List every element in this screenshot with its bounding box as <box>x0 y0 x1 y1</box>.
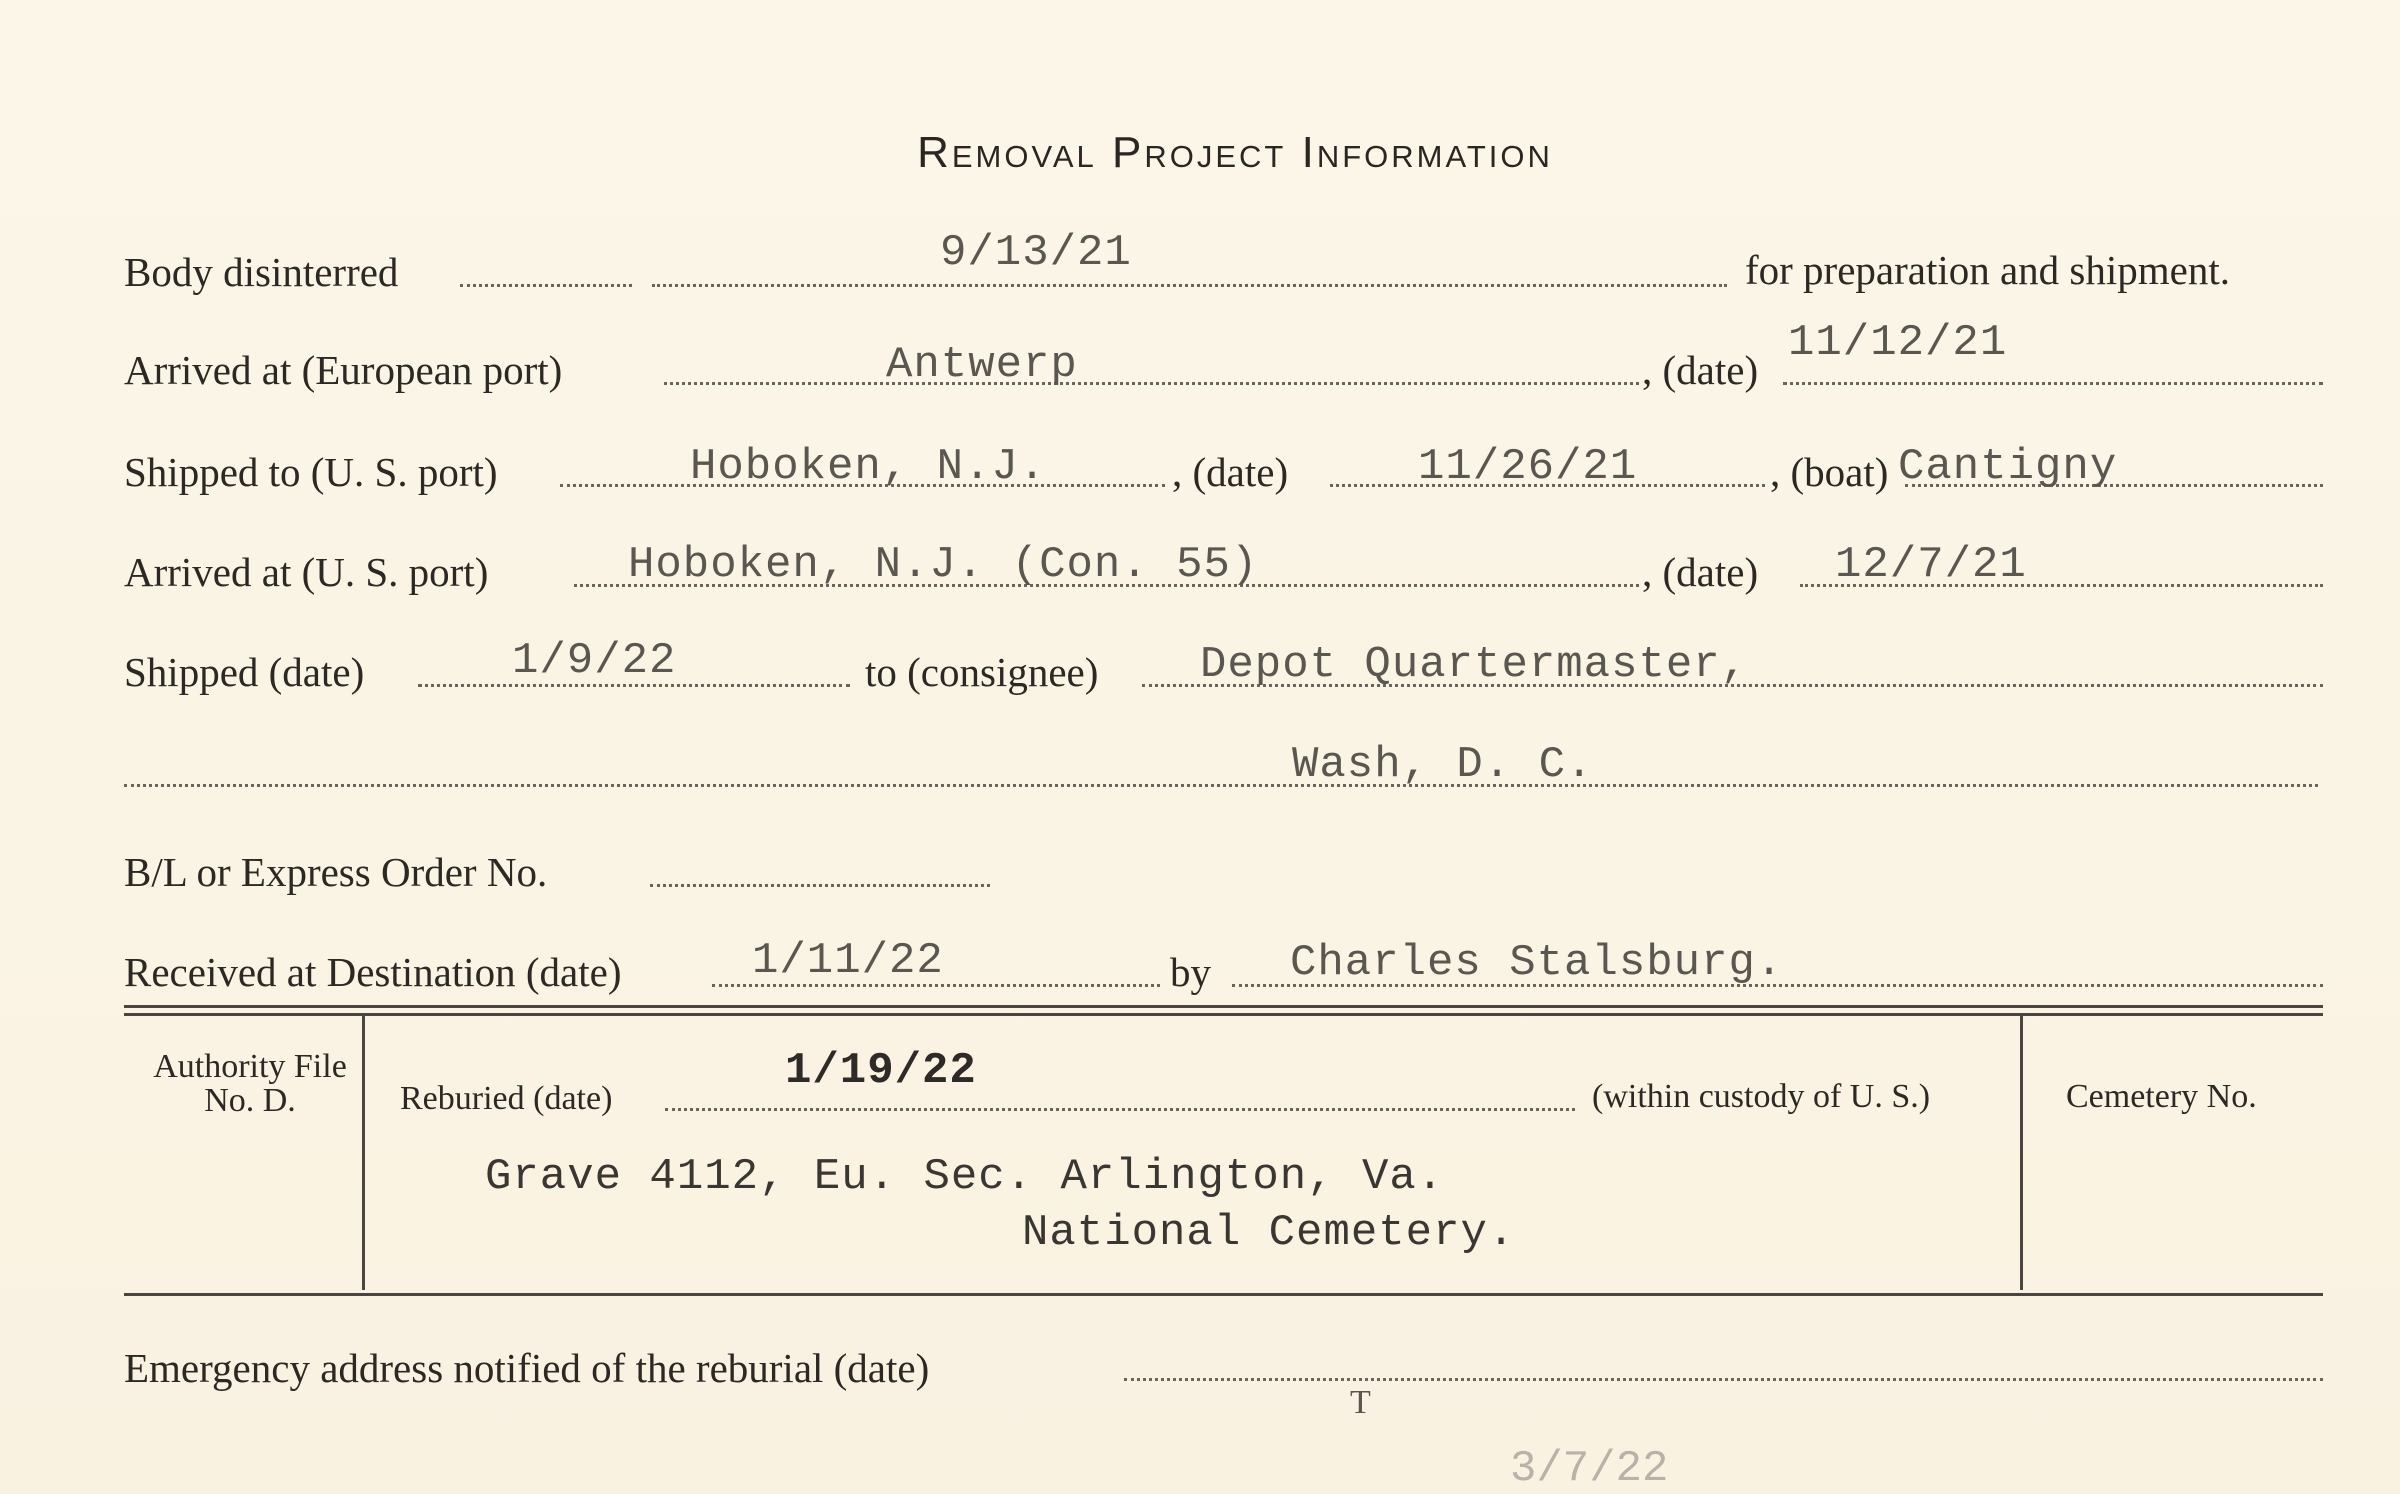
arrived-us-date: 12/7/21 <box>1835 540 2027 590</box>
shipped-us-port: Hoboken, N.J. <box>690 442 1047 492</box>
box-top-rule-1 <box>124 1005 2323 1008</box>
disinterred-suffix: for preparation and shipment. <box>1745 247 2231 293</box>
arrived-us-label: Arrived at (U. S. port) <box>124 549 489 595</box>
reburied-label: Reburied (date) <box>400 1080 613 1117</box>
bl-label: B/L or Express Order No. <box>124 849 548 895</box>
arrived-us-date-label: , (date) <box>1642 549 1759 595</box>
authority-label: Authority File No. D. <box>153 1048 347 1119</box>
received-date: 1/11/22 <box>752 936 944 986</box>
received-label: Received at Destination (date) <box>124 949 622 995</box>
bl-line <box>650 884 990 887</box>
consignee-name: Depot Quartermaster, <box>1200 640 1749 690</box>
arrived-euro-port: Antwerp <box>886 340 1078 390</box>
arrived-euro-date-label: , (date) <box>1642 347 1759 393</box>
card-title: Removal Project Information <box>917 128 1553 177</box>
consignee-label: to (consignee) <box>865 649 1099 695</box>
arrived-us-port: Hoboken, N.J. (Con. 55) <box>628 540 1259 590</box>
disinterred-date: 9/13/21 <box>940 228 1132 278</box>
consignee-city: Wash, D. C. <box>1292 740 1594 790</box>
shipped-date: 1/9/22 <box>512 636 677 686</box>
arrived-euro-line <box>664 382 1639 385</box>
received-by-label: by <box>1170 949 1211 995</box>
shipped-us-boat: Cantigny <box>1898 442 2118 492</box>
custody-label: (within custody of U. S.) <box>1592 1078 1931 1115</box>
emergency-line <box>1124 1378 2323 1381</box>
grave-line-1: Grave 4112, Eu. Sec. Arlington, Va. <box>485 1152 1445 1202</box>
emergency-mark: T <box>1350 1384 1371 1421</box>
box-divider-right <box>2020 1016 2023 1290</box>
box-divider-left <box>362 1016 365 1290</box>
arrived-euro-date-line <box>1783 382 2323 385</box>
disinterred-line-b <box>652 284 1727 287</box>
disinterred-label: Body disinterred <box>124 249 399 295</box>
received-by: Charles Stalsburg. <box>1290 938 1784 988</box>
box-bottom-rule <box>124 1293 2323 1296</box>
reburied-line <box>665 1108 1575 1111</box>
shipped-us-boat-label: , (boat) <box>1770 449 1889 495</box>
faint-date: 3/7/22 <box>1510 1444 1669 1494</box>
box-top-rule-2 <box>124 1013 2323 1016</box>
emergency-label: Emergency address notified of the reburial (date) <box>124 1345 930 1391</box>
reburied-date: 1/19/22 <box>785 1046 977 1096</box>
disinterred-line-a <box>460 284 632 287</box>
consignee-line-2 <box>124 784 2318 787</box>
shipped-us-label: Shipped to (U. S. port) <box>124 449 498 495</box>
shipped-us-date: 11/26/21 <box>1418 442 1638 492</box>
grave-line-2: National Cemetery. <box>1022 1208 1516 1258</box>
cemetery-no-label: Cemetery No. <box>2066 1078 2257 1115</box>
shipped-us-date-label: , (date) <box>1172 449 1289 495</box>
arrived-euro-label: Arrived at (European port) <box>124 347 563 393</box>
arrived-euro-date: 11/12/21 <box>1788 318 2008 368</box>
shipped-date-label: Shipped (date) <box>124 649 365 695</box>
